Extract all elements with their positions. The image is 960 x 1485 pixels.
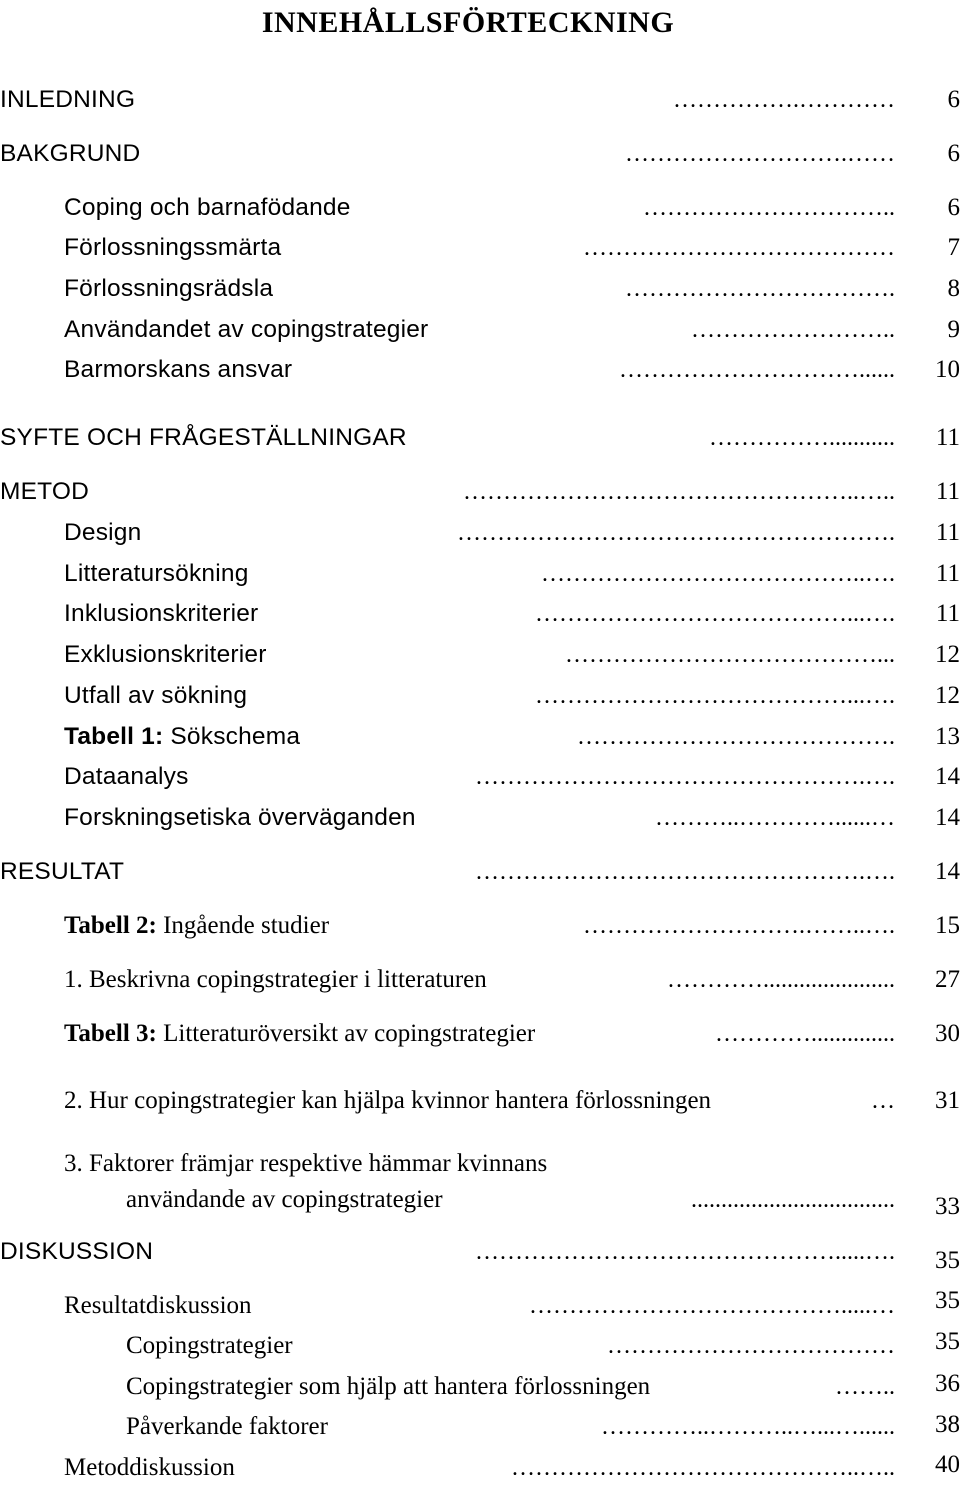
page-number: 14 — [935, 858, 960, 885]
dot-leader: …………………………...... — [619, 357, 895, 383]
toc-entry-label — [64, 557, 249, 591]
page-number: 11 — [935, 424, 960, 451]
toc-entry — [0, 1084, 960, 1118]
dot-leader: ……………........... — [709, 425, 895, 451]
toc-entry-label — [64, 191, 351, 225]
toc-entry-label — [126, 1329, 293, 1363]
toc-entry-continuation: användande av copingstrategier — [126, 1186, 443, 1213]
dot-leader: ………………………………………….…. — [475, 859, 895, 885]
dot-leader: ………………………….. — [643, 195, 895, 221]
toc-entry-label — [64, 231, 281, 265]
dot-leader: …………………………………. — [577, 724, 895, 750]
dot-leader: …………………….. — [691, 317, 895, 343]
toc-entry-text: SYFTE OCH FRÅGESTÄLLNINGAR — [0, 424, 407, 451]
toc-entry-text: RESULTAT — [0, 858, 125, 885]
dot-leader: ………………………………………….…. — [475, 764, 895, 790]
toc-entry-text: Barmorskans ansvar — [64, 356, 293, 383]
toc-entry-label — [0, 1235, 153, 1269]
toc-entry-label — [64, 353, 292, 387]
page-number: 11 — [935, 600, 960, 627]
dot-leader: …….. — [835, 1374, 895, 1400]
toc-entry — [0, 801, 960, 835]
toc-entry-text: Inklusionskriterier — [64, 600, 259, 627]
page-number: 10 — [935, 356, 960, 383]
dot-leader: ……………………………………….....…. — [475, 1239, 895, 1265]
toc-entry-label — [64, 638, 267, 672]
page-number: 27 — [935, 966, 960, 993]
toc-entry — [0, 313, 960, 347]
toc-entry — [0, 1329, 960, 1363]
toc-entry — [0, 760, 960, 794]
page-number: 11 — [935, 478, 960, 505]
toc-entry-label — [64, 1017, 535, 1051]
toc-entry-text: Sökschema — [163, 723, 301, 750]
toc-entry — [0, 1235, 960, 1274]
toc-entry-text: Coping och barnafödande — [64, 194, 351, 221]
toc-entry — [0, 679, 960, 713]
dot-leader: …………………………………... — [565, 642, 895, 668]
page-number: 30 — [935, 1020, 960, 1047]
toc-entry-label — [64, 801, 416, 835]
dot-leader: …………………………………………..….. — [463, 479, 895, 505]
toc-entry-label — [0, 137, 140, 171]
dot-leader: …………..………..…...…...... — [601, 1414, 895, 1440]
toc-entry-label — [64, 963, 487, 997]
page-number: 38 — [935, 1411, 960, 1438]
toc-entry-text: Användandet av copingstrategier — [64, 316, 429, 343]
dot-leader: ………………………………… — [583, 235, 895, 261]
toc-entry-text: Metoddiskussion — [64, 1454, 235, 1481]
toc-entry-label — [0, 475, 89, 509]
dot-leader: ………………………………………………. — [457, 520, 895, 546]
toc-entry-text: Förlossningsrädsla — [64, 275, 274, 302]
toc-entry — [0, 1370, 960, 1404]
page-number: 11 — [935, 560, 960, 587]
dot-leader: …………...................... — [667, 967, 895, 993]
page-number: 6 — [947, 140, 960, 167]
toc-entry — [0, 909, 960, 943]
page-number: 14 — [935, 804, 960, 831]
toc-entry — [0, 83, 960, 117]
toc-entry — [0, 475, 960, 509]
toc-entry — [0, 1410, 960, 1444]
toc-entry — [0, 353, 960, 387]
toc-entry — [0, 272, 960, 306]
page-number: 13 — [935, 723, 960, 750]
dot-leader: ……………………………………..….. — [511, 1455, 895, 1481]
page-number: 11 — [935, 519, 960, 546]
page-number: 7 — [947, 234, 960, 261]
toc-entry — [0, 516, 960, 550]
dot-leader: ………….............. — [715, 1021, 895, 1047]
toc-entry-label — [126, 1370, 650, 1404]
toc-entry-text: 3. Faktorer främjar respektive hämmar kvinnans — [64, 1150, 548, 1177]
page-number: 35 — [935, 1328, 960, 1355]
toc-entry-label — [64, 720, 300, 754]
toc-entry-label — [64, 760, 189, 794]
page-number: 12 — [935, 682, 960, 709]
toc-entry — [0, 597, 960, 631]
dot-leader: ………..…………......… — [655, 805, 895, 831]
dot-leader: ……………………………… — [607, 1333, 895, 1359]
toc-entry-label — [64, 909, 329, 943]
toc-entry-text: Copingstrategier som hjälp att hantera förlossningen — [126, 1373, 651, 1400]
toc-entry — [0, 1451, 960, 1485]
toc-entry-text: Copingstrategier — [126, 1332, 293, 1359]
toc-entry-label — [64, 1147, 547, 1181]
toc-entry-text: Design — [64, 519, 142, 546]
toc-entry-text: Påverkande faktorer — [126, 1413, 328, 1440]
table-number: Tabell 3: — [64, 1020, 157, 1047]
dot-leader: …………….………… — [673, 87, 895, 113]
dot-leader: ………………………………….....… — [529, 1293, 895, 1319]
toc-entry-label — [0, 83, 135, 117]
toc-entry-label — [126, 1410, 328, 1444]
toc-entry-text: Litteraturöversikt av copingstrategier — [156, 1020, 536, 1047]
toc-entry-text: Exklusionskriterier — [64, 641, 267, 668]
toc-entry-text: 1. Beskrivna copingstrategier i litteraturen — [64, 966, 487, 993]
page-number: 12 — [935, 641, 960, 668]
toc-entry — [0, 231, 960, 265]
toc-entry — [0, 191, 960, 225]
dot-leader: … — [871, 1088, 895, 1114]
toc-entry-label — [0, 855, 124, 889]
page-number: 36 — [935, 1370, 960, 1397]
toc-entry — [0, 1147, 960, 1220]
page-number: 15 — [935, 912, 960, 939]
toc-entry-label — [0, 421, 407, 455]
toc-entry — [0, 720, 960, 754]
toc-entry-text: BAKGRUND — [0, 140, 141, 167]
dot-leader: ……………………….…… — [625, 141, 895, 167]
toc-entry-text: Förlossningssmärta — [64, 234, 282, 261]
dot-leader: …………………………………..…. — [541, 561, 895, 587]
page-number: 6 — [947, 194, 960, 221]
toc-entry-text: Dataanalys — [64, 763, 189, 790]
dot-leader: ……………………….……..…. — [583, 913, 895, 939]
dot-leader: .................................. — [691, 1187, 895, 1213]
toc-entry — [0, 1017, 960, 1051]
dot-leader: …………………………………...…. — [535, 601, 895, 627]
toc-entry-label — [64, 516, 141, 550]
page-title: INNEHÅLLSFÖRTECKNING — [261, 6, 675, 39]
toc-entry-label — [64, 1084, 711, 1118]
toc-entry-label — [64, 1451, 235, 1485]
toc-entry-text: Ingående studier — [156, 912, 330, 939]
toc-entry-text: Forskningsetiska överväganden — [64, 804, 416, 831]
toc-entry-label — [64, 313, 428, 347]
toc-entry — [0, 1289, 960, 1323]
table-number: Tabell 1: — [64, 723, 164, 750]
page-number: 31 — [935, 1087, 960, 1114]
dot-leader: …………………………………...…. — [535, 683, 895, 709]
toc-entry — [0, 137, 960, 171]
page-number: 8 — [947, 275, 960, 302]
toc-entry-text: Litteratursökning — [64, 560, 249, 587]
toc-entry-label — [64, 597, 258, 631]
toc-entry-text: Utfall av sökning — [64, 682, 248, 709]
page-number: 40 — [935, 1451, 960, 1478]
page-number: 9 — [947, 316, 960, 343]
page-number: 14 — [935, 763, 960, 790]
toc-entry-text: INLEDNING — [0, 86, 136, 113]
toc-entry — [0, 638, 960, 672]
page-number: 35 — [935, 1287, 960, 1314]
toc-entry-label — [64, 272, 273, 306]
page-number: 6 — [947, 86, 960, 113]
table-number: Tabell 2: — [64, 912, 157, 939]
toc-entry-text: DISKUSSION — [0, 1238, 154, 1265]
toc-entry-text: Resultatdiskussion — [64, 1292, 252, 1319]
toc-entry-label — [64, 679, 247, 713]
page-number: 35 — [935, 1247, 960, 1274]
page-number: 33 — [935, 1193, 960, 1220]
dot-leader: ……………………………. — [625, 276, 895, 302]
toc-entry-label — [64, 1289, 252, 1323]
toc-entry — [0, 421, 960, 455]
toc-entry — [0, 557, 960, 591]
toc-entry-text: METOD — [0, 478, 90, 505]
toc-entry — [0, 855, 960, 889]
toc-entry — [0, 963, 960, 997]
toc-entry-text: 2. Hur copingstrategier kan hjälpa kvinnor hantera förlossningen — [64, 1087, 712, 1114]
